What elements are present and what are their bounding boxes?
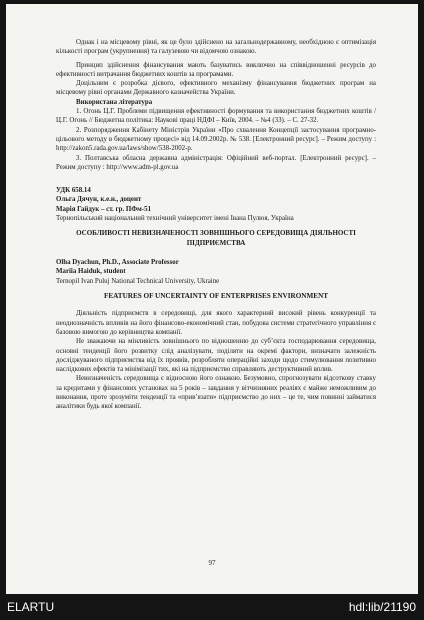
page-number: 97: [208, 559, 216, 567]
author-ua-2: Марія Гайдук – ст. гр. ПФм-51: [56, 205, 152, 213]
reference-item: 1. Огонь Ц.Г. Проблеми підвищення ефективності формування та використання бюджетних коштів / Ц.Г. Огонь // Бюджетна політика: Наукові праці НДФІ – Київ, 2004. – №4 (33). – С. 27-32.: [56, 108, 376, 125]
article-title-ua: ОСОБЛИВОСТІ НЕВИЗНАЧЕНОСТІ ЗОВНІШНЬОГО СЕРЕДОВИЩА ДІЯЛЬНОСТІ ПІДПРИЄМСТВА: [76, 229, 356, 247]
reference-item: 2. Розпорядження Кабінету Міністрів України «Про схвалення Концепції застосування програмно-цільового методу в бюджетному процесі» від 14.09.2002р. № 538. [Електронний ресурс]. – Режим доступу : http://zakon5.rada.gov.ua/laws/show/538-2002-р.: [56, 126, 376, 153]
udk-code: УДК 658.14: [56, 187, 91, 195]
body-paragraph: Невизначеність середовища є відносною його ознакою. Безумовно, спрогнозувати відсоткову ставку за кредитами у фінансових установах на 5 років – завдання у вітчизняних реаліях є майже неможливим до виконання, проте зрозуміти тенденції та «прив’язати» підприємство до них – це те, чим повинні займатися аналітики будь якої компанії.: [56, 375, 376, 411]
repository-name: ELARTU: [7, 600, 55, 614]
author-en-2: Mariia Haiduk, student: [56, 268, 126, 276]
page-content: [56, 38, 376, 412]
scanned-page: [6, 4, 418, 594]
affiliation-en: Ternopil Ivan Puluj National Technical University, Ukraine: [56, 277, 220, 285]
references-heading: Використана література: [76, 98, 153, 106]
paragraph: Принцип здійснення фінансування мають базуватись виключно на співвідношенні ресурсів до ефективності витрачання бюджетних коштів за програмами.: [56, 61, 376, 78]
repository-footer: [0, 596, 424, 620]
author-en-1: Olha Dyachun, Ph.D., Associate Professor: [56, 259, 179, 267]
paragraph: Однак і на місцевому рівні, як це було здійснено на загальнодержавному, необхідною є оптимізація кількості програм (укрупнення) та галузевою чи відомчою ознакою.: [56, 39, 376, 56]
affiliation-ua: Тернопільський національний технічний університет імені Івана Пулюя, Україна: [56, 215, 294, 223]
paragraph: Доцільним є розробка дієвого, ефективного механізму фінансування бюджетних програм на місцевому рівні органами Державного казначейства України.: [56, 80, 376, 97]
handle-identifier: hdl:lib/21190: [348, 600, 416, 614]
article-title-en: FEATURES OF UNCERTAINTY OF ENTERPRISES ENVIRONMENT: [103, 292, 329, 301]
author-ua-1: Ольга Дячун, к.е.н., доцент: [56, 196, 142, 204]
body-paragraph: Не зважаючи на мінливість зовнішнього по відношенню до суб’єкта господарювання середовища, основні тенденції його розвитку слід аналізувати, поділяти на окремі фактори, визначати залежність досліджуваного підприємства від їх проявів, розробляти операційні заходи щодо стимулювання позитивно наслідкових ефектів та мінімізації тих, які на підприємство справляють деструктивний вплив.: [56, 338, 376, 374]
body-paragraph: Діяльність підприємств в середовищі, для якого характерний високий рівень конкуренції та неоднозначність впливів на його фінансово-економічний стан, побудова системи стратегічного управління є базовою вимогою до керівництва компанії.: [56, 310, 376, 336]
reference-item: 3. Полтавська обласна державна адміністрація: Офіційний веб-портал. [Електронний ресурс]. – Режим доступу : http://www.adm-pl.gov.ua: [56, 154, 376, 171]
